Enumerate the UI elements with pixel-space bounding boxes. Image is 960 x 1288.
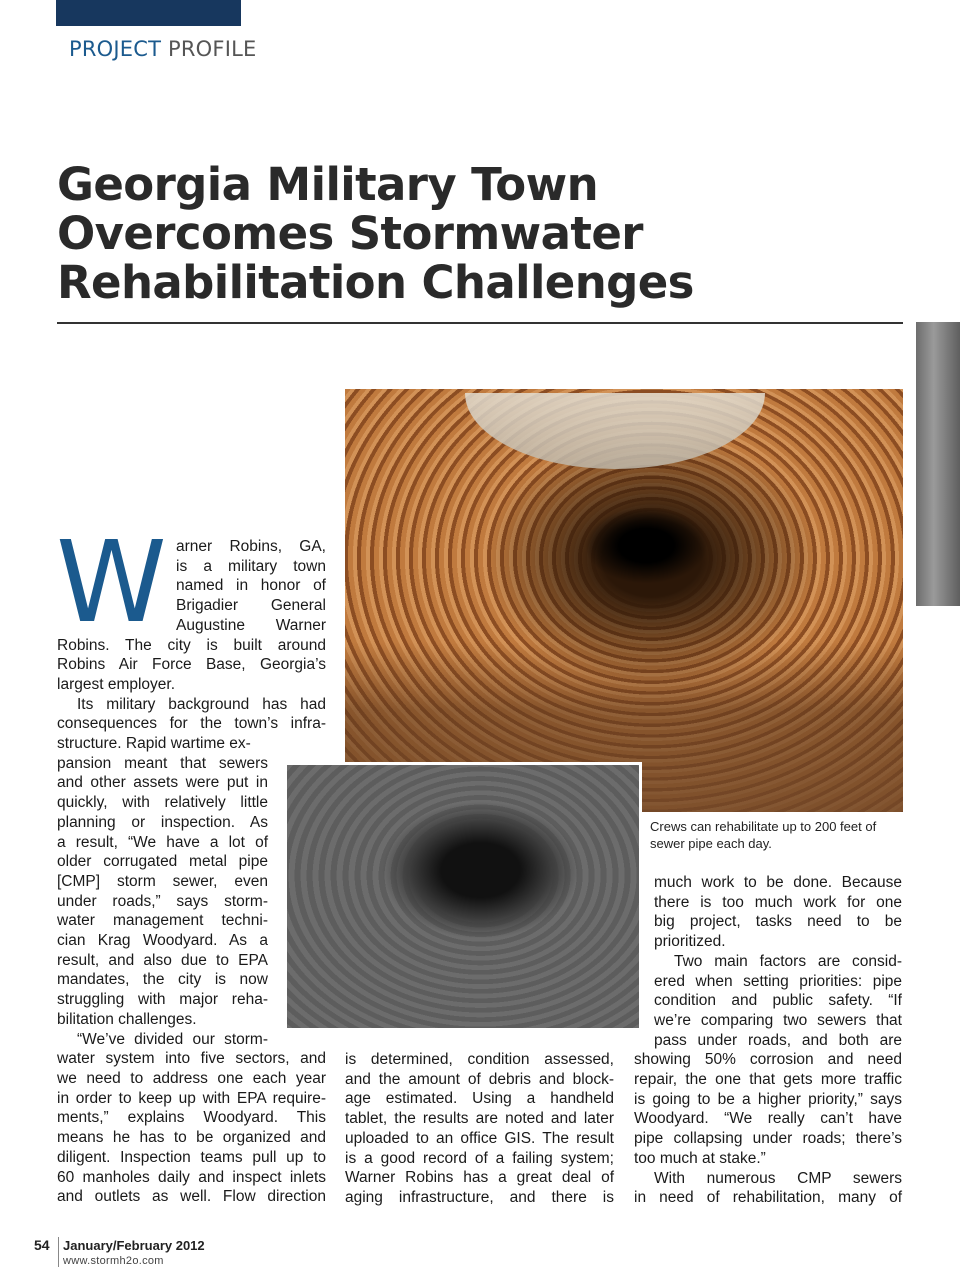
text-line: mandates, the city is now: [57, 971, 268, 989]
text-line: and outlets as well. Flow direction: [57, 1188, 326, 1206]
text-line: Augustine Warner: [176, 616, 326, 634]
text-line: we need to address one each year: [57, 1069, 326, 1087]
text-line: is a military town: [176, 557, 326, 575]
section-kicker: [69, 37, 256, 61]
text-line: under roads,” says storm-: [57, 892, 268, 910]
text-line: water management techni-: [57, 912, 268, 930]
text-line: repair, the one that gets more traffic: [634, 1071, 902, 1089]
text-line: Robins. The city is built around: [57, 636, 326, 654]
text-line: tablet, the results are noted and later: [345, 1110, 614, 1128]
text-line: and other assets were put in: [57, 774, 268, 792]
text-line: named in honor of: [176, 577, 326, 595]
corrugated-pipe-photo: [345, 389, 903, 812]
page-number: 54: [34, 1237, 50, 1253]
text-line: means he has to be organized and: [57, 1129, 326, 1147]
text-line: [CMP] storm sewer, even: [57, 872, 268, 890]
text-line: aging infrastructure, and there is: [345, 1188, 614, 1206]
text-line: is a good record of a failing system;: [345, 1149, 614, 1167]
text-line: big project, tasks need to be: [654, 913, 902, 931]
text-line: Robins Air Force Base, Georgia’s: [57, 656, 326, 674]
edge-photo-fragment: [916, 322, 960, 606]
article-column-1: [57, 537, 326, 1207]
text-line: cian Krag Woodyard. As a: [57, 932, 268, 950]
text-line: in need of rehabilitation, many of: [634, 1189, 902, 1207]
text-line: “We’ve divided our storm-: [77, 1030, 268, 1048]
issue-date: January/February 2012: [63, 1238, 205, 1253]
text-line: Warner Robins has a great deal of: [345, 1169, 614, 1187]
drop-cap: W: [56, 518, 167, 648]
text-line: consequences for the town’s infra-: [57, 715, 326, 733]
text-line: in order to keep up with EPA require-: [57, 1089, 326, 1107]
text-line: Two main factors are consid-: [674, 952, 902, 970]
headline-line: Rehabilitation Challenges: [57, 256, 694, 309]
headline-line: Georgia Military Town: [57, 158, 599, 211]
text-line: 60 manholes daily and inspect inlets: [57, 1168, 326, 1186]
article-headline: [57, 160, 917, 307]
text-line: arner Robins, GA,: [176, 538, 326, 555]
footer-divider: [58, 1237, 59, 1267]
text-line: pansion meant that sewers: [57, 754, 268, 772]
text-line: too much at stake.”: [634, 1149, 766, 1167]
text-line: we’re comparing two sewers that: [654, 1011, 902, 1029]
article-column-3: [634, 873, 902, 1208]
text-line: largest employer.: [57, 675, 176, 693]
publication-url: www.stormh2o.com: [63, 1255, 164, 1267]
text-line: condition and public safety. “If: [654, 992, 902, 1010]
text-line: Its military background has had: [77, 695, 326, 713]
text-line: much work to be done. Because: [654, 874, 902, 891]
text-line: is determined, condition assessed,: [345, 1051, 614, 1068]
text-line: water system into five sectors, and: [57, 1050, 326, 1068]
rehabilitated-pipe-photo: [287, 762, 642, 1028]
pipe-debris: [465, 393, 765, 469]
text-line: planning or inspection. As: [57, 813, 268, 831]
text-line: struggling with major reha-: [57, 991, 268, 1009]
text-line: quickly, with relatively little: [57, 794, 268, 812]
text-line: result, and also due to EPA: [57, 951, 268, 969]
text-line: a result, “We have a lot of: [57, 833, 268, 851]
text-line: there is too much work for one: [654, 893, 902, 911]
text-line: Woodyard. “We really can’t have: [634, 1110, 902, 1128]
text-line: diligent. Inspection teams pull up to: [57, 1148, 326, 1166]
text-line: structure. Rapid wartime ex-: [57, 735, 251, 753]
text-line: pass under roads, and both are: [654, 1031, 902, 1049]
text-line: With numerous CMP sewers: [654, 1169, 902, 1187]
photo-caption: Crews can rehabilitate up to 200 feet of sewer pipe each day.: [650, 819, 877, 851]
kicker-project: PROJECT: [69, 37, 162, 61]
header-color-bar: [56, 0, 241, 26]
text-line: showing 50% corrosion and need: [634, 1051, 902, 1069]
text-line: uploaded to an office GIS. The result: [345, 1129, 614, 1147]
text-line: and the amount of debris and block-: [345, 1070, 614, 1088]
text-line: ered when setting priorities: pipe: [654, 972, 902, 990]
headline-rule: [57, 322, 903, 324]
text-line: pipe collapsing under roads; there’s: [634, 1130, 902, 1148]
text-line: Brigadier General: [176, 597, 326, 615]
text-line: older corrugated metal pipe: [57, 853, 268, 871]
article-column-2: [345, 1050, 614, 1208]
kicker-profile: PROFILE: [168, 37, 257, 61]
headline-line: Overcomes Stormwater: [57, 207, 643, 260]
text-line: is going to be a higher priority,” says: [634, 1090, 902, 1108]
text-line: ments,” explains Woodyard. This: [57, 1109, 326, 1127]
text-line: age estimated. Using a handheld: [345, 1090, 614, 1108]
text-line: bilitation challenges.: [57, 1010, 197, 1028]
text-line: prioritized.: [654, 933, 726, 951]
